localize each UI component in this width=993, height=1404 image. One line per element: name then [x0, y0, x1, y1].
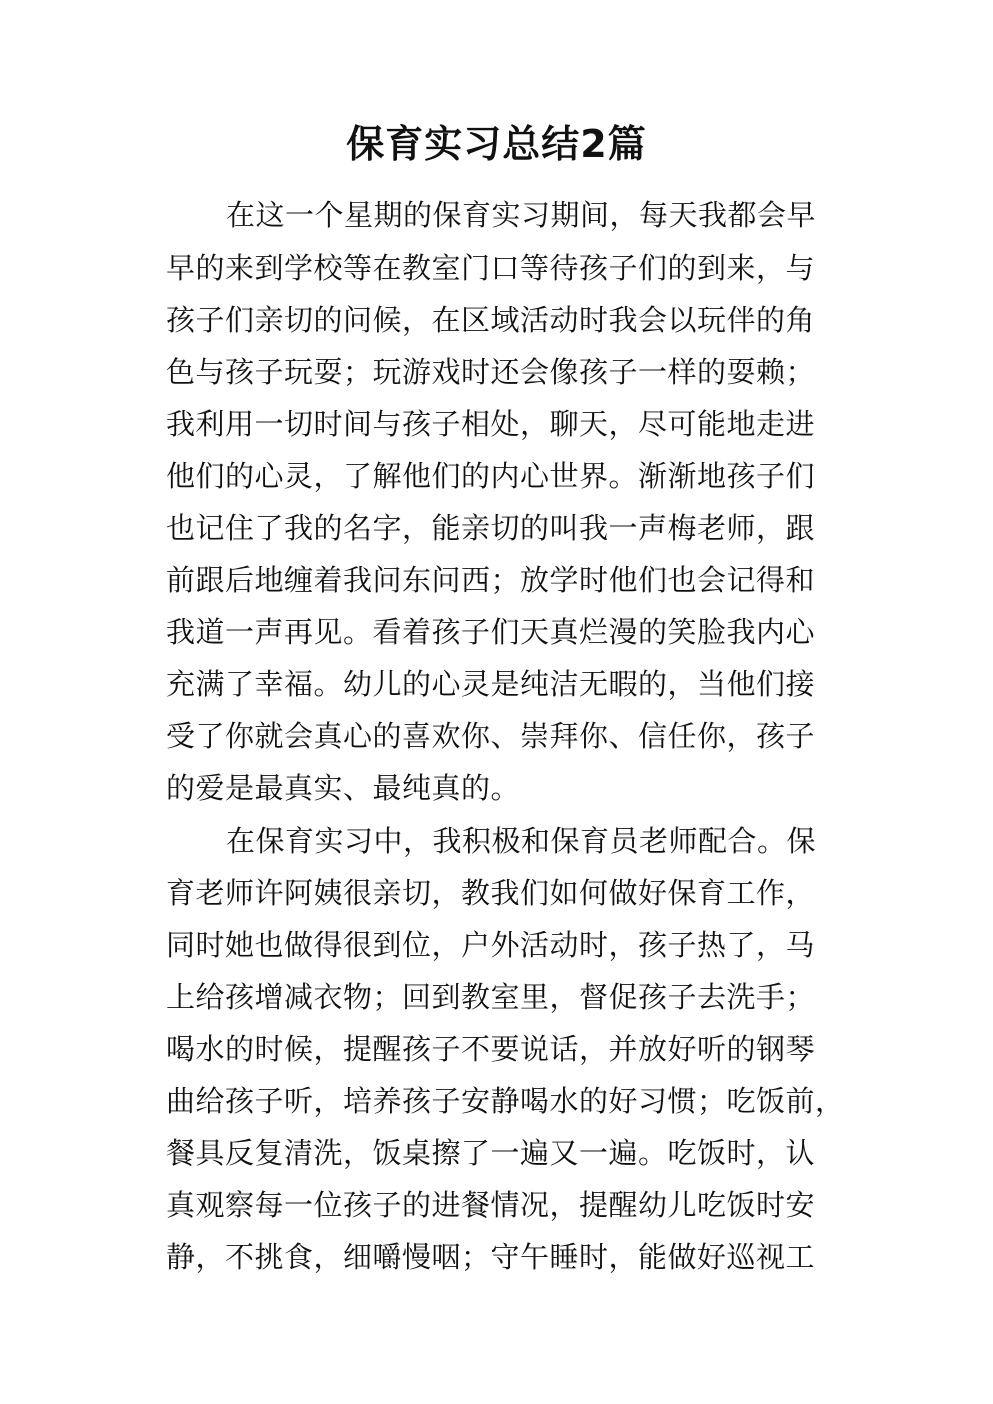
paragraph-line: 在保育实习中，我积极和保育员老师配合。保 [226, 824, 817, 858]
paragraph-line: 孩子们亲切的问候，在区域活动时我会以玩伴的角 [166, 303, 816, 337]
paragraph-line: 受了你就会真心的喜欢你、崇拜你、信任你，孩子 [166, 719, 816, 753]
paragraph-line: 同时她也做得很到位，户外活动时，孩子热了，马 [166, 928, 816, 962]
paragraph-line: 真观察每一位孩子的进餐情况，提醒幼儿吃饭时安 [166, 1188, 816, 1222]
paragraph-line: 餐具反复清洗，饭桌擦了一遍又一遍。吃饭时，认 [166, 1136, 816, 1170]
paragraph-line: 静，不挑食，细嚼慢咽；守午睡时，能做好巡视工 [166, 1240, 816, 1274]
paragraph-line: 曲给孩子听，培养孩子安静喝水的好习惯；吃饭前， [166, 1084, 845, 1118]
paragraph-line: 在这一个星期的保育实习期间，每天我都会早 [226, 198, 817, 232]
document-title: 保育实习总结2篇 [346, 122, 647, 166]
paragraph-line: 也记住了我的名字，能亲切的叫我一声梅老师，跟 [166, 511, 816, 545]
paragraph-line: 上给孩增减衣物；回到教室里，督促孩子去洗手； [166, 980, 816, 1014]
paragraph-line: 色与孩子玩耍；玩游戏时还会像孩子一样的耍赖； [166, 355, 816, 389]
paragraph-line: 他们的心灵，了解他们的内心世界。渐渐地孩子们 [166, 459, 816, 493]
paragraph-line: 的爱是最真实、最纯真的。 [166, 771, 521, 805]
paragraph-line: 我利用一切时间与孩子相处，聊天，尽可能地走进 [166, 407, 816, 441]
paragraph-line: 早的来到学校等在教室门口等待孩子们的到来，与 [166, 251, 816, 285]
paragraph-line: 充满了幸福。幼儿的心灵是纯洁无暇的，当他们接 [166, 667, 816, 701]
paragraph-line: 我道一声再见。看着孩子们天真烂漫的笑脸我内心 [166, 615, 816, 649]
paragraph-line: 喝水的时候，提醒孩子不要说话，并放好听的钢琴 [166, 1032, 816, 1066]
paragraph-line: 前跟后地缠着我问东问西；放学时他们也会记得和 [166, 563, 816, 597]
paragraph-line: 育老师许阿姨很亲切，教我们如何做好保育工作， [166, 876, 816, 910]
